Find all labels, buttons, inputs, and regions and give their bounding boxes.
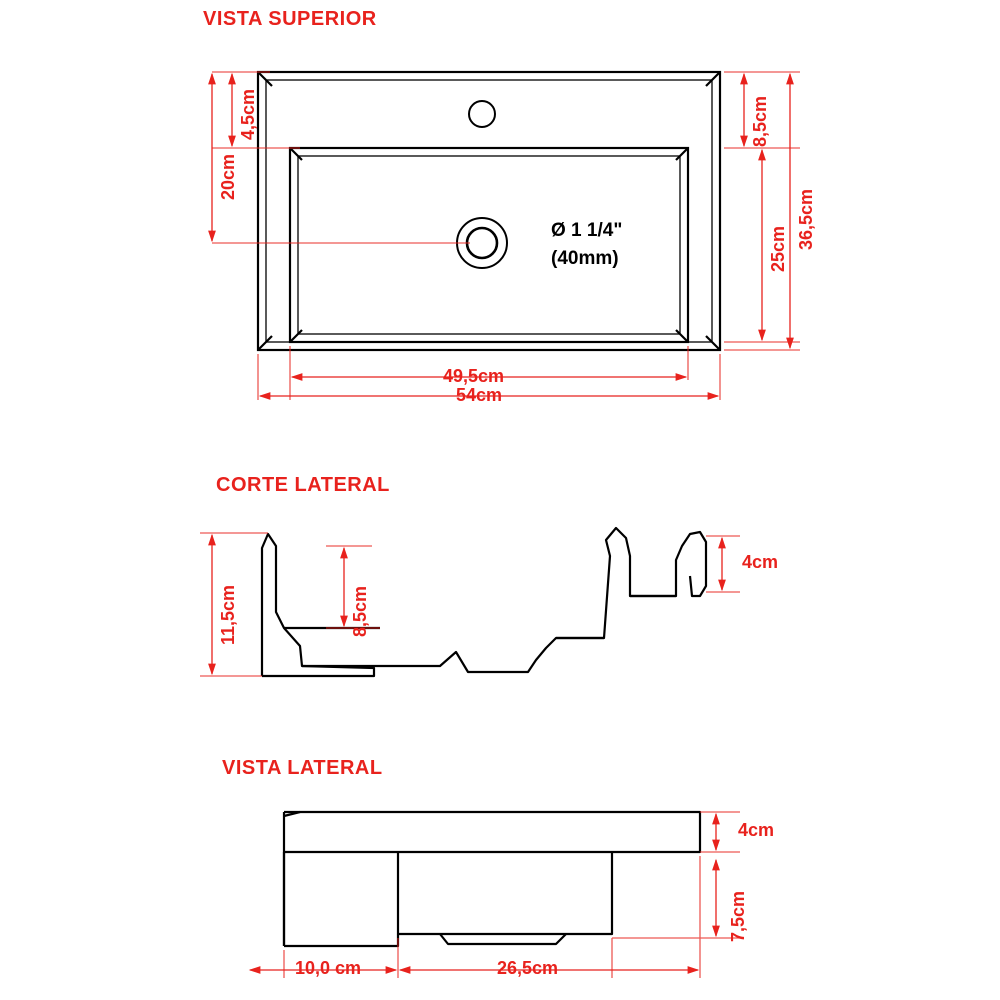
dimension-label-20cm: 20cm xyxy=(218,153,238,200)
dimension-label-4cm-section: 4cm xyxy=(742,552,779,572)
dimension-label-49-5cm: 49,5cm xyxy=(443,366,505,386)
section-view-outline xyxy=(262,528,706,676)
dimension-label-4cm-side: 4cm xyxy=(738,820,775,840)
dimension-label-10cm: 10,0 cm xyxy=(295,958,362,978)
drain-diameter-note-line1: Ø 1 1/4" xyxy=(551,220,623,241)
section-view-dimension-lines xyxy=(200,533,740,676)
top-view-outline xyxy=(258,72,720,350)
side-view-outline xyxy=(284,812,700,946)
dimension-label-36-5cm: 36,5cm xyxy=(796,188,816,250)
dimension-label-54cm: 54cm xyxy=(456,385,503,405)
drain-diameter-note-line2: (40mm) xyxy=(551,248,619,269)
section-title-corte-lateral: CORTE LATERAL xyxy=(216,474,390,496)
dimension-label-4-5cm: 4,5cm xyxy=(238,88,258,140)
dimension-label-7-5cm: 7,5cm xyxy=(728,890,748,942)
section-title-vista-lateral: VISTA LATERAL xyxy=(222,757,383,779)
faucet-hole xyxy=(469,101,495,127)
section-title-vista-superior: VISTA SUPERIOR xyxy=(203,8,377,30)
dimension-label-26-5cm: 26,5cm xyxy=(497,958,559,978)
dimension-label-25cm: 25cm xyxy=(768,225,788,272)
dimension-label-11-5cm: 11,5cm xyxy=(218,584,238,645)
dimension-label-8-5cm-top: 8,5cm xyxy=(750,95,770,147)
side-view-dimension-lines xyxy=(250,812,740,978)
dimension-label-8-5cm-section: 8,5cm xyxy=(350,585,370,637)
